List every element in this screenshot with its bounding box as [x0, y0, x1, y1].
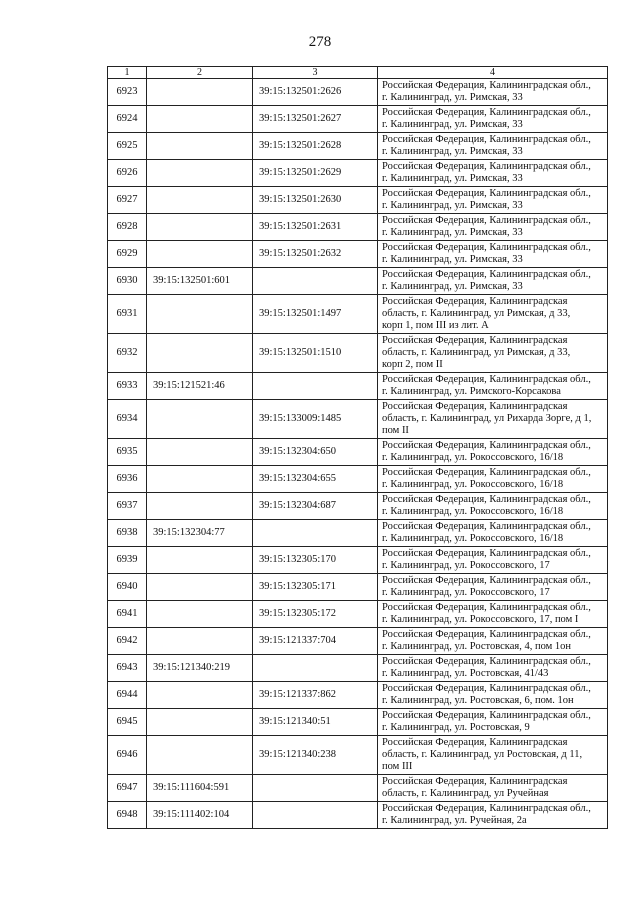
cadastral-number-cell — [147, 547, 253, 574]
address-line: г. Калининград, ул. Римская, 33 — [382, 281, 523, 292]
table-row — [108, 334, 608, 373]
address-line: Российская Федерация, Калининградская — [382, 296, 568, 307]
address-cell — [378, 106, 608, 133]
table-row — [108, 802, 608, 829]
cadastral-number-cell — [147, 709, 253, 736]
address-line: г. Калининград, ул. Ростовская, 4, пом 1он — [382, 641, 572, 652]
row-number-cell: 6924 — [108, 106, 147, 133]
address-line: г. Калининград, ул. Римская, 33 — [382, 92, 523, 103]
cadastral-number-cell — [147, 214, 253, 241]
address-line: пом II — [382, 425, 409, 436]
table-row — [108, 601, 608, 628]
address-line: г. Калининград, ул. Римская, 33 — [382, 200, 523, 211]
cadastral-number-cell: 39:15:132305:171 — [253, 574, 378, 601]
address-cell — [378, 295, 608, 334]
property-table — [107, 66, 608, 829]
cadastral-number-cell: 39:15:132501:2631 — [253, 214, 378, 241]
address-line: пом III — [382, 761, 413, 772]
cadastral-number-cell — [147, 439, 253, 466]
table-row — [108, 214, 608, 241]
address-cell — [378, 214, 608, 241]
address-line: Российская Федерация, Калининградская обл., — [382, 575, 591, 586]
row-number-cell: 6934 — [108, 400, 147, 439]
header-row — [108, 67, 608, 79]
address-cell — [378, 547, 608, 574]
table-row — [108, 547, 608, 574]
address-line: Российская Федерация, Калининградская — [382, 335, 568, 346]
address-line: Российская Федерация, Калининградская обл., — [382, 440, 591, 451]
cadastral-number-cell: 39:15:132304:687 — [253, 493, 378, 520]
address-line: Российская Федерация, Калининградская обл., — [382, 374, 591, 385]
cadastral-number-cell: 39:15:132501:2628 — [253, 133, 378, 160]
cadastral-number-cell — [147, 400, 253, 439]
address-cell — [378, 79, 608, 106]
cadastral-number-cell — [147, 628, 253, 655]
address-line: Российская Федерация, Калининградская — [382, 737, 568, 748]
cadastral-number-cell: 39:15:132304:650 — [253, 439, 378, 466]
header-col-1: 1 — [108, 67, 147, 79]
cadastral-number-cell — [253, 373, 378, 400]
address-cell — [378, 520, 608, 547]
table-row — [108, 493, 608, 520]
table-row — [108, 655, 608, 682]
cadastral-number-cell: 39:15:111402:104 — [147, 802, 253, 829]
cadastral-number-cell — [147, 682, 253, 709]
table-row — [108, 736, 608, 775]
cadastral-number-cell: 39:15:121337:704 — [253, 628, 378, 655]
table-row — [108, 400, 608, 439]
table-row — [108, 241, 608, 268]
address-line: г. Калининград, ул. Ростовская, 41/43 — [382, 668, 549, 679]
table-row — [108, 187, 608, 214]
address-line: Российская Федерация, Калининградская обл., — [382, 629, 591, 640]
address-line: область, г. Калининград, ул Римская, д 33, — [382, 347, 571, 358]
cadastral-number-cell — [147, 295, 253, 334]
cadastral-number-cell — [147, 187, 253, 214]
row-number-cell: 6944 — [108, 682, 147, 709]
table-row — [108, 160, 608, 187]
row-number-cell: 6940 — [108, 574, 147, 601]
address-line: область, г. Калининград, ул Рихарда Зорге, д 1, — [382, 413, 592, 424]
cadastral-number-cell: 39:15:121340:219 — [147, 655, 253, 682]
table-row — [108, 268, 608, 295]
address-line: Российская Федерация, Калининградская — [382, 776, 568, 787]
cadastral-number-cell: 39:15:132305:170 — [253, 547, 378, 574]
row-number-cell: 6948 — [108, 802, 147, 829]
address-cell — [378, 574, 608, 601]
address-line: г. Калининград, ул. Рокоссовского, 16/18 — [382, 479, 564, 490]
address-cell — [378, 709, 608, 736]
row-number-cell: 6936 — [108, 466, 147, 493]
table-row — [108, 775, 608, 802]
address-cell — [378, 334, 608, 373]
table-row — [108, 520, 608, 547]
cadastral-number-cell — [147, 601, 253, 628]
address-line: Российская Федерация, Калининградская обл., — [382, 215, 591, 226]
cadastral-number-cell: 39:15:111604:591 — [147, 775, 253, 802]
row-number-cell: 6935 — [108, 439, 147, 466]
address-line: г. Калининград, ул. Римская, 33 — [382, 254, 523, 265]
table-row — [108, 373, 608, 400]
row-number-cell: 6927 — [108, 187, 147, 214]
address-cell — [378, 373, 608, 400]
address-line: г. Калининград, ул. Римская, 33 — [382, 227, 523, 238]
cadastral-number-cell: 39:15:132501:2630 — [253, 187, 378, 214]
address-line: Российская Федерация, Калининградская обл., — [382, 467, 591, 478]
address-cell — [378, 439, 608, 466]
cadastral-number-cell: 39:15:132501:2629 — [253, 160, 378, 187]
address-line: Российская Федерация, Калининградская обл., — [382, 80, 591, 91]
row-number-cell: 6929 — [108, 241, 147, 268]
table-row — [108, 439, 608, 466]
address-cell — [378, 493, 608, 520]
row-number-cell: 6925 — [108, 133, 147, 160]
address-line: г. Калининград, ул. Рокоссовского, 17, пом I — [382, 614, 579, 625]
cadastral-number-cell: 39:15:132501:2626 — [253, 79, 378, 106]
row-number-cell: 6937 — [108, 493, 147, 520]
row-number-cell: 6938 — [108, 520, 147, 547]
row-number-cell: 6947 — [108, 775, 147, 802]
address-cell — [378, 682, 608, 709]
address-cell — [378, 160, 608, 187]
cadastral-number-cell — [147, 736, 253, 775]
address-line: г. Калининград, ул. Ростовская, 6, пом. 1он — [382, 695, 574, 706]
address-cell — [378, 802, 608, 829]
row-number-cell: 6946 — [108, 736, 147, 775]
address-line: г. Калининград, ул. Рокоссовского, 17 — [382, 587, 550, 598]
cadastral-number-cell: 39:15:132304:655 — [253, 466, 378, 493]
address-line: Российская Федерация, Калининградская — [382, 401, 568, 412]
cadastral-number-cell: 39:15:121521:46 — [147, 373, 253, 400]
table-row — [108, 79, 608, 106]
cadastral-number-cell: 39:15:121340:238 — [253, 736, 378, 775]
header-col-4: 4 — [378, 67, 608, 79]
address-cell — [378, 601, 608, 628]
address-cell — [378, 466, 608, 493]
address-line: область, г. Калининград, ул Ручейная — [382, 788, 549, 799]
address-line: Российская Федерация, Калининградская обл., — [382, 161, 591, 172]
address-line: г. Калининград, ул. Римская, 33 — [382, 173, 523, 184]
address-line: г. Калининград, ул. Рокоссовского, 16/18 — [382, 506, 564, 517]
address-line: Российская Федерация, Калининградская обл., — [382, 803, 591, 814]
address-line: Российская Федерация, Калининградская обл., — [382, 521, 591, 532]
cadastral-number-cell — [147, 574, 253, 601]
table-row — [108, 133, 608, 160]
cadastral-number-cell: 39:15:121337:862 — [253, 682, 378, 709]
address-line: г. Калининград, ул. Римская, 33 — [382, 146, 523, 157]
row-number-cell: 6923 — [108, 79, 147, 106]
address-line: Российская Федерация, Калининградская обл., — [382, 269, 591, 280]
cadastral-number-cell — [147, 133, 253, 160]
cadastral-number-cell — [147, 466, 253, 493]
address-line: Российская Федерация, Калининградская обл., — [382, 548, 591, 559]
table-row — [108, 466, 608, 493]
address-line: Российская Федерация, Калининградская обл., — [382, 710, 591, 721]
cadastral-number-cell — [147, 241, 253, 268]
row-number-cell: 6933 — [108, 373, 147, 400]
cadastral-number-cell: 39:15:132501:2632 — [253, 241, 378, 268]
cadastral-number-cell — [253, 520, 378, 547]
cadastral-number-cell — [147, 79, 253, 106]
address-cell — [378, 133, 608, 160]
row-number-cell: 6941 — [108, 601, 147, 628]
address-cell — [378, 775, 608, 802]
address-line: Российская Федерация, Калининградская обл., — [382, 107, 591, 118]
address-line: Российская Федерация, Калининградская обл., — [382, 134, 591, 145]
cadastral-number-cell: 39:15:132305:172 — [253, 601, 378, 628]
address-line: Российская Федерация, Калининградская обл., — [382, 188, 591, 199]
address-line: г. Калининград, ул. Ростовская, 9 — [382, 722, 530, 733]
row-number-cell: 6932 — [108, 334, 147, 373]
address-cell — [378, 241, 608, 268]
address-line: г. Калининград, ул. Рокоссовского, 17 — [382, 560, 550, 571]
address-line: г. Калининград, ул. Римского-Корсакова — [382, 386, 561, 397]
header-col-3: 3 — [253, 67, 378, 79]
address-line: г. Калининград, ул. Рокоссовского, 16/18 — [382, 533, 564, 544]
cadastral-number-cell — [253, 802, 378, 829]
table-row — [108, 106, 608, 133]
address-cell — [378, 268, 608, 295]
row-number-cell: 6931 — [108, 295, 147, 334]
address-line: корп 2, пом II — [382, 359, 443, 370]
address-cell — [378, 628, 608, 655]
table-row — [108, 628, 608, 655]
header-col-2: 2 — [147, 67, 253, 79]
cadastral-number-cell — [147, 334, 253, 373]
cadastral-number-cell: 39:15:132501:1497 — [253, 295, 378, 334]
address-cell — [378, 400, 608, 439]
address-line: область, г. Калининград, ул Римская, д 33, — [382, 308, 571, 319]
row-number-cell: 6939 — [108, 547, 147, 574]
cadastral-number-cell — [253, 775, 378, 802]
table-row — [108, 709, 608, 736]
address-line: Российская Федерация, Калининградская обл., — [382, 602, 591, 613]
table-row — [108, 574, 608, 601]
address-line: корп 1, пом III из лит. А — [382, 320, 489, 331]
address-line: Российская Федерация, Калининградская обл., — [382, 656, 591, 667]
cadastral-number-cell — [253, 655, 378, 682]
row-number-cell: 6928 — [108, 214, 147, 241]
cadastral-number-cell: 39:15:132501:601 — [147, 268, 253, 295]
cadastral-number-cell: 39:15:132304:77 — [147, 520, 253, 547]
cadastral-number-cell — [147, 160, 253, 187]
cadastral-number-cell: 39:15:132501:1510 — [253, 334, 378, 373]
cadastral-number-cell: 39:15:121340:51 — [253, 709, 378, 736]
row-number-cell: 6945 — [108, 709, 147, 736]
address-line: г. Калининград, ул. Рокоссовского, 16/18 — [382, 452, 564, 463]
address-cell — [378, 736, 608, 775]
row-number-cell: 6942 — [108, 628, 147, 655]
address-line: Российская Федерация, Калининградская обл., — [382, 242, 591, 253]
page-number: 278 — [308, 34, 332, 50]
address-cell — [378, 187, 608, 214]
row-number-cell: 6943 — [108, 655, 147, 682]
address-line: г. Калининград, ул. Ручейная, 2а — [382, 815, 527, 826]
row-number-cell: 6926 — [108, 160, 147, 187]
cadastral-number-cell — [147, 106, 253, 133]
table-body — [108, 79, 608, 829]
address-line: Российская Федерация, Калининградская обл., — [382, 494, 591, 505]
table-row — [108, 295, 608, 334]
address-line: г. Калининград, ул. Римская, 33 — [382, 119, 523, 130]
row-number-cell: 6930 — [108, 268, 147, 295]
cadastral-number-cell — [147, 493, 253, 520]
cadastral-number-cell — [253, 268, 378, 295]
address-line: Российская Федерация, Калининградская обл., — [382, 683, 591, 694]
address-cell — [378, 655, 608, 682]
address-line: область, г. Калининград, ул Ростовская, д 11, — [382, 749, 583, 760]
cadastral-number-cell: 39:15:133009:1485 — [253, 400, 378, 439]
cadastral-number-cell: 39:15:132501:2627 — [253, 106, 378, 133]
table-row — [108, 682, 608, 709]
